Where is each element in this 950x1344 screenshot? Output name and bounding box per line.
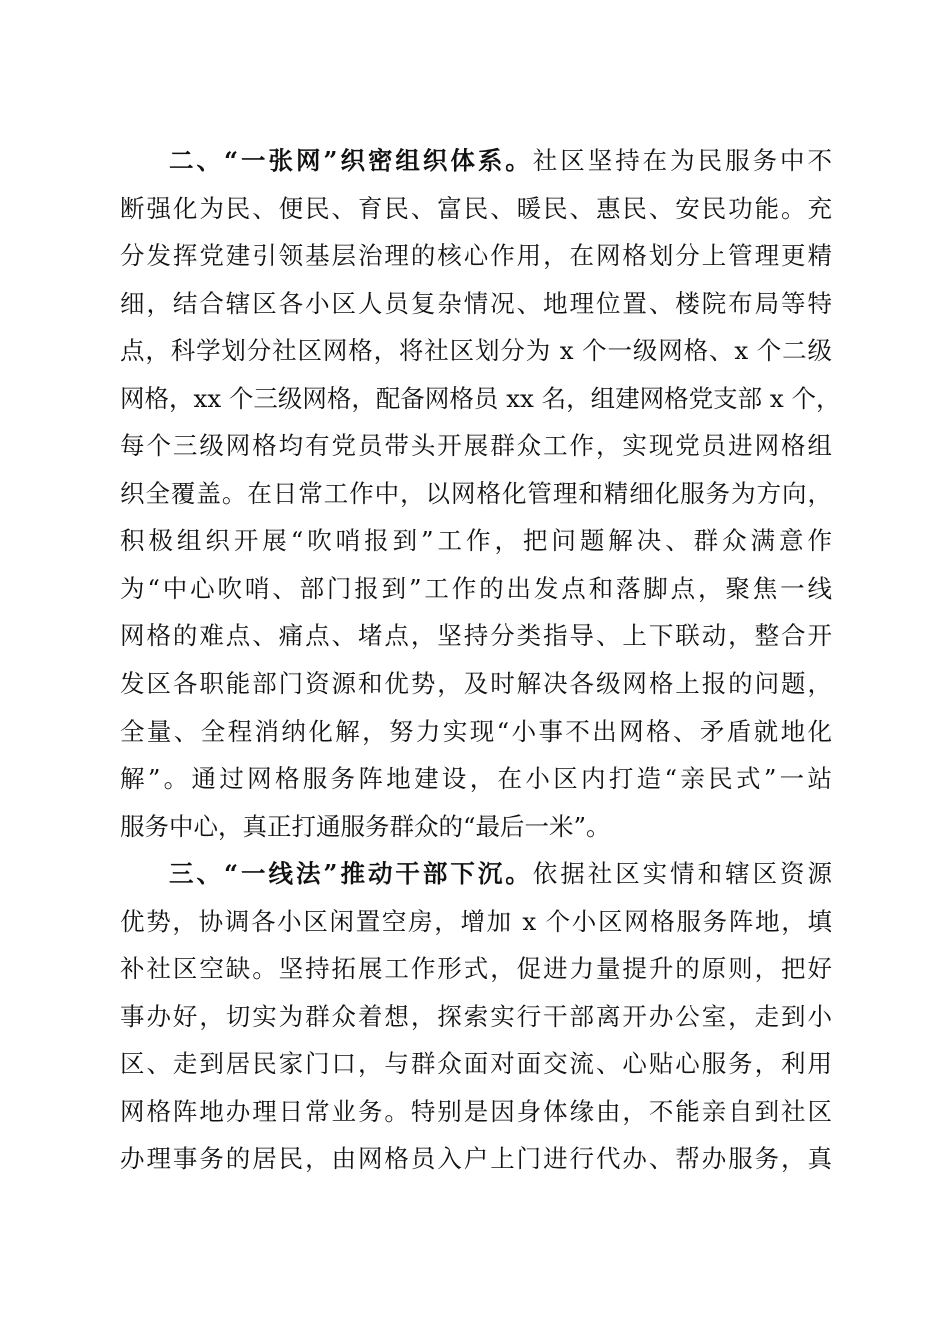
- text-segment: 依据社区实情和辖区资源: [532, 859, 833, 889]
- section-heading: 二、“一张网”织密组织体系。: [169, 146, 533, 175]
- text-segment: 全量、全程消纳化解，努力实现“小事不出网格、矛盾就地化: [120, 716, 832, 746]
- text-segment: 断强化为民、便民、育民、富民、暖民、惠民、安民功能。充: [120, 193, 832, 223]
- text-segment: 积极组织开展“吹哨报到”工作，把问题解决、群众满意作: [120, 526, 832, 556]
- text-line: [120, 517, 832, 565]
- text-line: [120, 612, 832, 660]
- text-segment: 解”。通过网格服务阵地建设，在小区内打造“亲民式”一站: [120, 764, 832, 794]
- text-line: [120, 945, 832, 993]
- text-line: [120, 137, 832, 185]
- text-segment: 补社区空缺。坚持拓展工作形式，促进力量提升的原则，把好: [120, 954, 832, 984]
- text-line: [120, 1135, 832, 1183]
- paragraph: [120, 137, 841, 850]
- text-line: [120, 708, 832, 756]
- document-body: [120, 137, 841, 1183]
- text-segment: 为“中心吹哨、部门报到”工作的出发点和落脚点，聚焦一线: [120, 573, 832, 603]
- text-segment: 网格，xx 个三级网格，配备网格员 xx 名，组建网格党支部 x 个，: [120, 383, 841, 413]
- text-segment: 网格阵地办理日常业务。特别是因身体缘由，不能亲自到社区: [120, 1096, 832, 1126]
- text-line: [120, 898, 832, 946]
- text-segment: 细，结合辖区各小区人员复杂情况、地理位置、楼院布局等特: [120, 288, 832, 318]
- text-line: [120, 185, 832, 233]
- text-line: [120, 565, 832, 613]
- paragraph: [120, 850, 832, 1183]
- text-segment: 事办好，切实为群众着想，探索实行干部离开办公室，走到小: [120, 1001, 832, 1031]
- text-line: [120, 803, 832, 851]
- text-line: [120, 850, 832, 898]
- text-segment: 每个三级网格均有党员带头开展群众工作，实现党员进网格组: [120, 431, 832, 461]
- section-heading: 三、“一线法”推动干部下沉。: [169, 859, 533, 889]
- text-segment: 社区坚持在为民服务中不: [532, 146, 833, 175]
- text-line: [120, 1088, 832, 1136]
- text-line: [120, 280, 832, 328]
- text-segment: 点，科学划分社区网格，将社区划分为 x 个一级网格、x 个二级: [120, 336, 832, 366]
- text-segment: 织全覆盖。在日常工作中，以网格化管理和精细化服务为方向，: [120, 478, 832, 508]
- text-segment: 分发挥党建引领基层治理的核心作用，在网格划分上管理更精: [120, 241, 832, 271]
- text-line: [120, 375, 841, 423]
- text-segment: 发区各职能部门资源和优势，及时解决各级网格上报的问题，: [120, 669, 832, 699]
- text-line: [120, 1040, 832, 1088]
- text-line: [120, 660, 832, 708]
- text-line: [120, 327, 832, 375]
- text-segment: 服务中心，真正打通服务群众的“最后一米”。: [120, 811, 611, 841]
- text-segment: 优势，协调各小区闲置空房，增加 x 个小区网格服务阵地，填: [120, 906, 832, 936]
- text-line: [120, 422, 832, 470]
- text-line: [120, 993, 832, 1041]
- text-segment: 区、走到居民家门口，与群众面对面交流、心贴心服务，利用: [120, 1049, 832, 1079]
- text-line: [120, 755, 832, 803]
- text-line: [120, 470, 832, 518]
- text-segment: 办理事务的居民，由网格员入户上门进行代办、帮办服务，真: [120, 1144, 832, 1174]
- text-segment: 网格的难点、痛点、堵点，坚持分类指导、上下联动，整合开: [120, 621, 832, 651]
- text-line: [120, 232, 832, 280]
